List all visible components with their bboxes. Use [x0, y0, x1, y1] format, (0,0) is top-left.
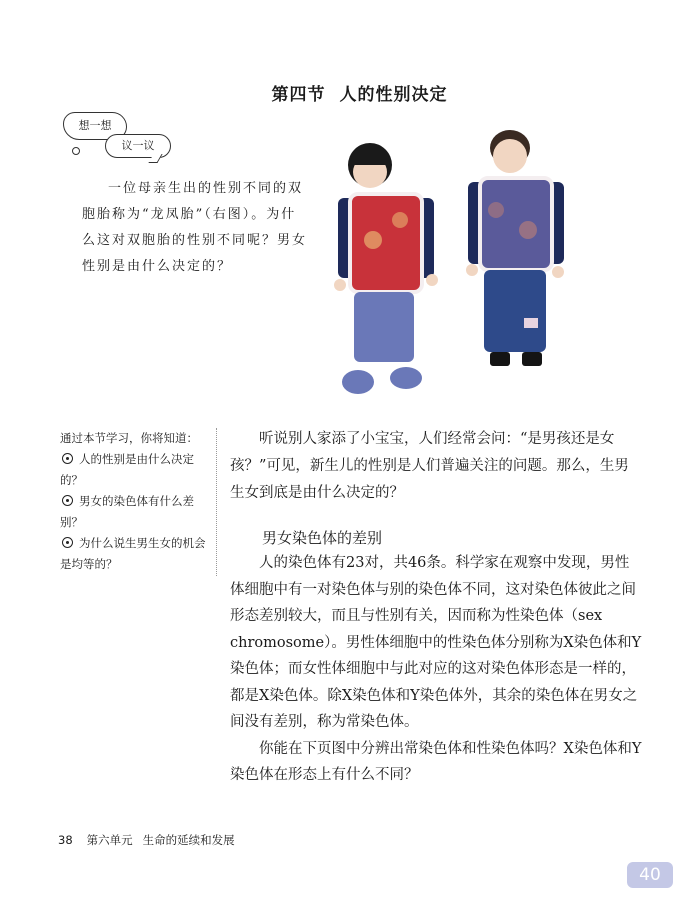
goal-item: 为什么说生男生女的机会是均等的？ — [60, 536, 206, 571]
discuss-bubble: 议一议 — [105, 134, 171, 158]
goal-item: 人的性别是由什么决定的？ — [60, 452, 194, 487]
body-paragraph: 人的染色体有23对，共46条。科学家在观察中发现，男性体细胞中有一对染色体与别的染色体不同，这对染色体彼此之间形态差别较大，而且与性别有关，因而称为性染色体（sex chromosome）。男性体细胞中的性染色体分别称为X染色体和Y染色体；而女性体细胞中与此对应的这对染色体形态是一样的，都是X染色体。除X染色体和Y染色体外，其余的染色体在男女之间没有差别，称为常染色体。 — [230, 555, 642, 730]
bullet-icon — [62, 495, 73, 506]
unit-title: 生命的延续和发展 — [142, 833, 235, 847]
twins-photo — [328, 120, 582, 406]
section-number: 第四节 — [271, 85, 326, 105]
girl-figure — [334, 143, 438, 394]
goals-heading: 通过本节学习，你将知道： — [60, 431, 198, 445]
section-title: 人的性别决定 — [339, 85, 448, 105]
bullet-icon — [62, 453, 73, 464]
goal-item: 男女的染色体有什么差别？ — [60, 494, 194, 529]
boy-figure — [466, 130, 564, 366]
chromosome-body — [230, 550, 642, 789]
page-badge: 40 — [627, 862, 673, 888]
page-footer — [58, 832, 235, 848]
page-number: 38 — [58, 833, 73, 847]
thought-dot-icon — [72, 147, 80, 155]
body-paragraph: 你能在下页图中分辨出常染色体和性染色体吗？X染色体和Y染色体在形态上有什么不同？ — [230, 740, 642, 783]
intro-text — [82, 176, 310, 280]
body-paragraph: 听说别人家添了小宝宝，人们经常会问：“是男孩还是女孩？”可见，新生儿的性别是人们普遍关注的问题。那么，生男生女到底是由什么决定的？ — [230, 431, 629, 501]
learning-goals — [60, 428, 210, 575]
intro-body — [230, 426, 642, 507]
bullet-icon — [62, 537, 73, 548]
unit-label: 第六单元 — [86, 833, 133, 847]
think-bubble: 想一想 — [63, 112, 127, 140]
dotted-divider — [216, 428, 217, 576]
page-title — [0, 80, 699, 105]
section-heading: 男女染色体的差别 — [262, 529, 383, 547]
intro-paragraph: 一位母亲生出的性别不同的双胞胎称为“龙凤胎”（右图）。为什么这对双胞胎的性别不同呢？男女性别是由什么决定的？ — [82, 181, 308, 274]
